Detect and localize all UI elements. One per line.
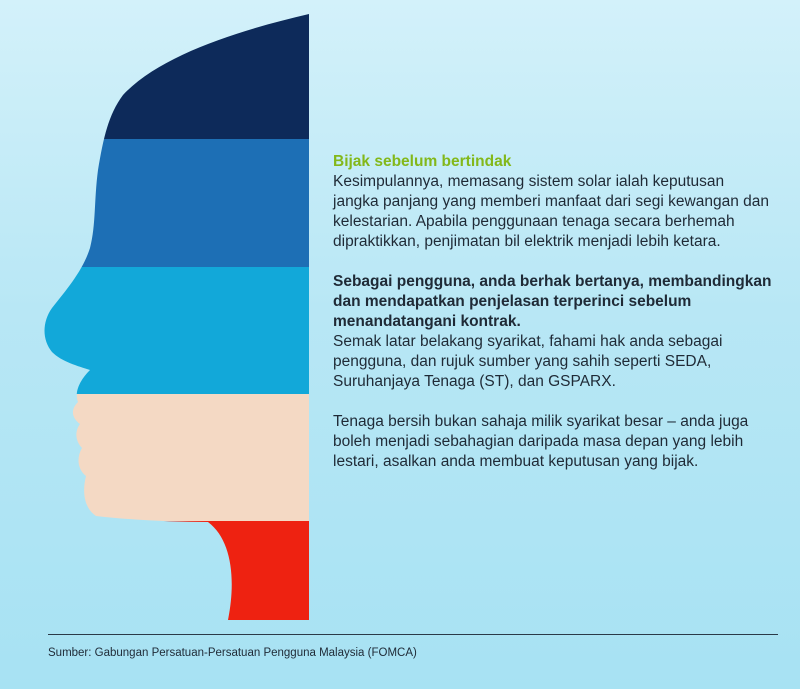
source-credit: Sumber: Gabungan Persatuan-Persatuan Pengguna Malaysia (FOMCA)	[48, 647, 417, 659]
section-heading: Bijak sebelum bertindak	[333, 153, 512, 170]
band-navy	[0, 0, 309, 139]
article-text	[333, 152, 773, 492]
band-blue	[0, 139, 309, 267]
band-peach	[0, 394, 309, 521]
paragraph-conclusion: Kesimpulannya, memasang sistem solar ialah keputusan jangka panjang yang memberi manfaat dari segi kewangan dan kelestarian. Apabila penggunaan tenaga secara berhemah dipraktikkan, penjimatan bil elektrik menjadi lebih ketara.	[333, 173, 770, 250]
paragraph-consumer-rights-bold: Sebagai pengguna, anda berhak bertanya, membandingkan dan mendapatkan penjelasan terperinci sebelum menandatangani kontrak.	[333, 273, 772, 330]
band-red	[0, 521, 309, 621]
paragraph-consumer-rights-text: Semak latar belakang syarikat, fahami hak anda sebagai pengguna, dan rujuk sumber yang sahih seperti SEDA, Suruhanjaya Tenaga (ST), dan GSPARX.	[333, 333, 723, 390]
paragraph-clean-energy: Tenaga bersih bukan sahaja milik syarikat besar – anda juga boleh menjadi sebahagian daripada masa depan yang lebih lestari, asalkan anda membuat keputusan yang bijak.	[333, 413, 749, 470]
footer-divider	[48, 634, 778, 635]
paragraph-consumer-rights	[333, 272, 773, 392]
band-cyan	[0, 267, 309, 394]
